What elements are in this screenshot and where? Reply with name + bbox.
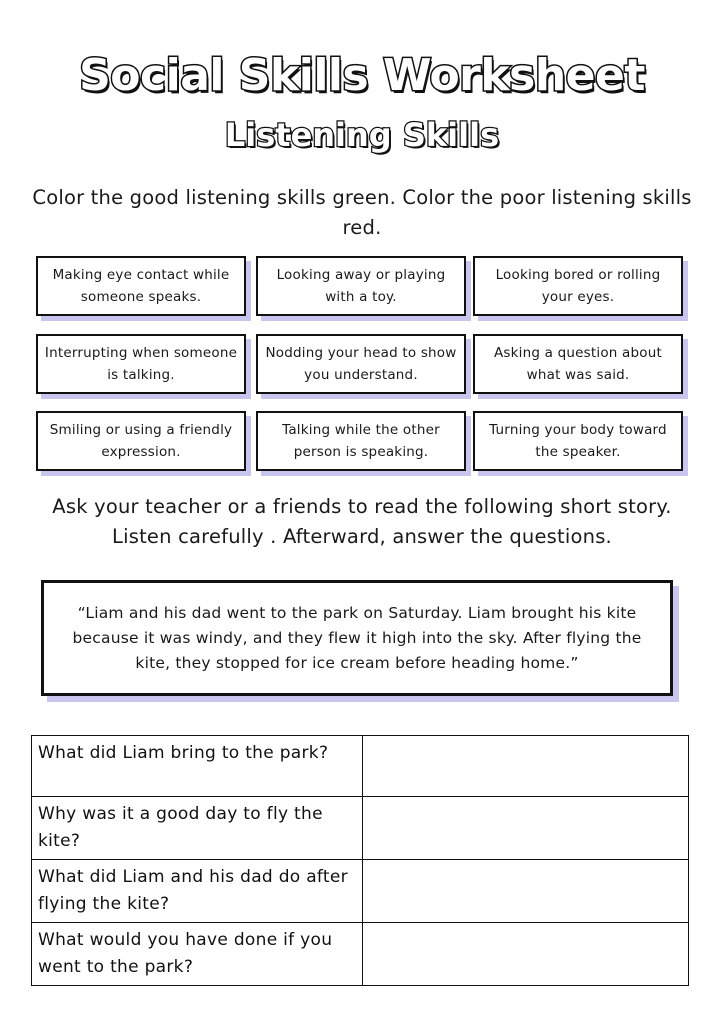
skill-card[interactable]: Smiling or using a friendly expression.	[36, 411, 246, 471]
question-cell: What would you have done if you went to the park?	[32, 923, 363, 986]
skills-grid	[36, 256, 686, 476]
answer-cell[interactable]	[363, 860, 689, 923]
skill-card[interactable]: Asking a question about what was said.	[473, 334, 683, 394]
table-row	[32, 860, 689, 923]
coloring-instructions: Color the good listening skills green. Color the poor listening skills red.	[32, 186, 692, 239]
questions-table	[31, 735, 689, 986]
skill-card[interactable]: Interrupting when someone is talking.	[36, 334, 246, 394]
skill-card[interactable]: Making eye contact while someone speaks.	[36, 256, 246, 316]
skill-card[interactable]: Looking away or playing with a toy.	[256, 256, 466, 316]
table-row	[32, 797, 689, 860]
story-box	[41, 580, 673, 696]
skill-card[interactable]: Nodding your head to show you understand.	[256, 334, 466, 394]
question-cell: Why was it a good day to fly the kite?	[32, 797, 363, 860]
skill-card[interactable]: Turning your body toward the speaker.	[473, 411, 683, 471]
worksheet-title: Social Skills Worksheet	[79, 50, 645, 101]
skill-card[interactable]: Looking bored or rolling your eyes.	[473, 256, 683, 316]
answer-cell[interactable]	[363, 923, 689, 986]
answer-cell[interactable]	[363, 736, 689, 797]
table-row	[32, 736, 689, 797]
question-cell: What did Liam bring to the park?	[32, 736, 363, 797]
table-row	[32, 923, 689, 986]
listening-instructions: Ask your teacher or a friends to read the following short story. Listen carefully . Afterward, answer the questions.	[52, 495, 672, 548]
question-cell: What did Liam and his dad do after flying the kite?	[32, 860, 363, 923]
answer-cell[interactable]	[363, 797, 689, 860]
worksheet-subtitle: Listening Skills	[224, 116, 500, 154]
skill-card[interactable]: Talking while the other person is speaking.	[256, 411, 466, 471]
story-text: “Liam and his dad went to the park on Saturday. Liam brought his kite because it was windy, and they flew it high into the sky. After flying the kite, they stopped for ice cream before heading home.”	[72, 603, 642, 672]
